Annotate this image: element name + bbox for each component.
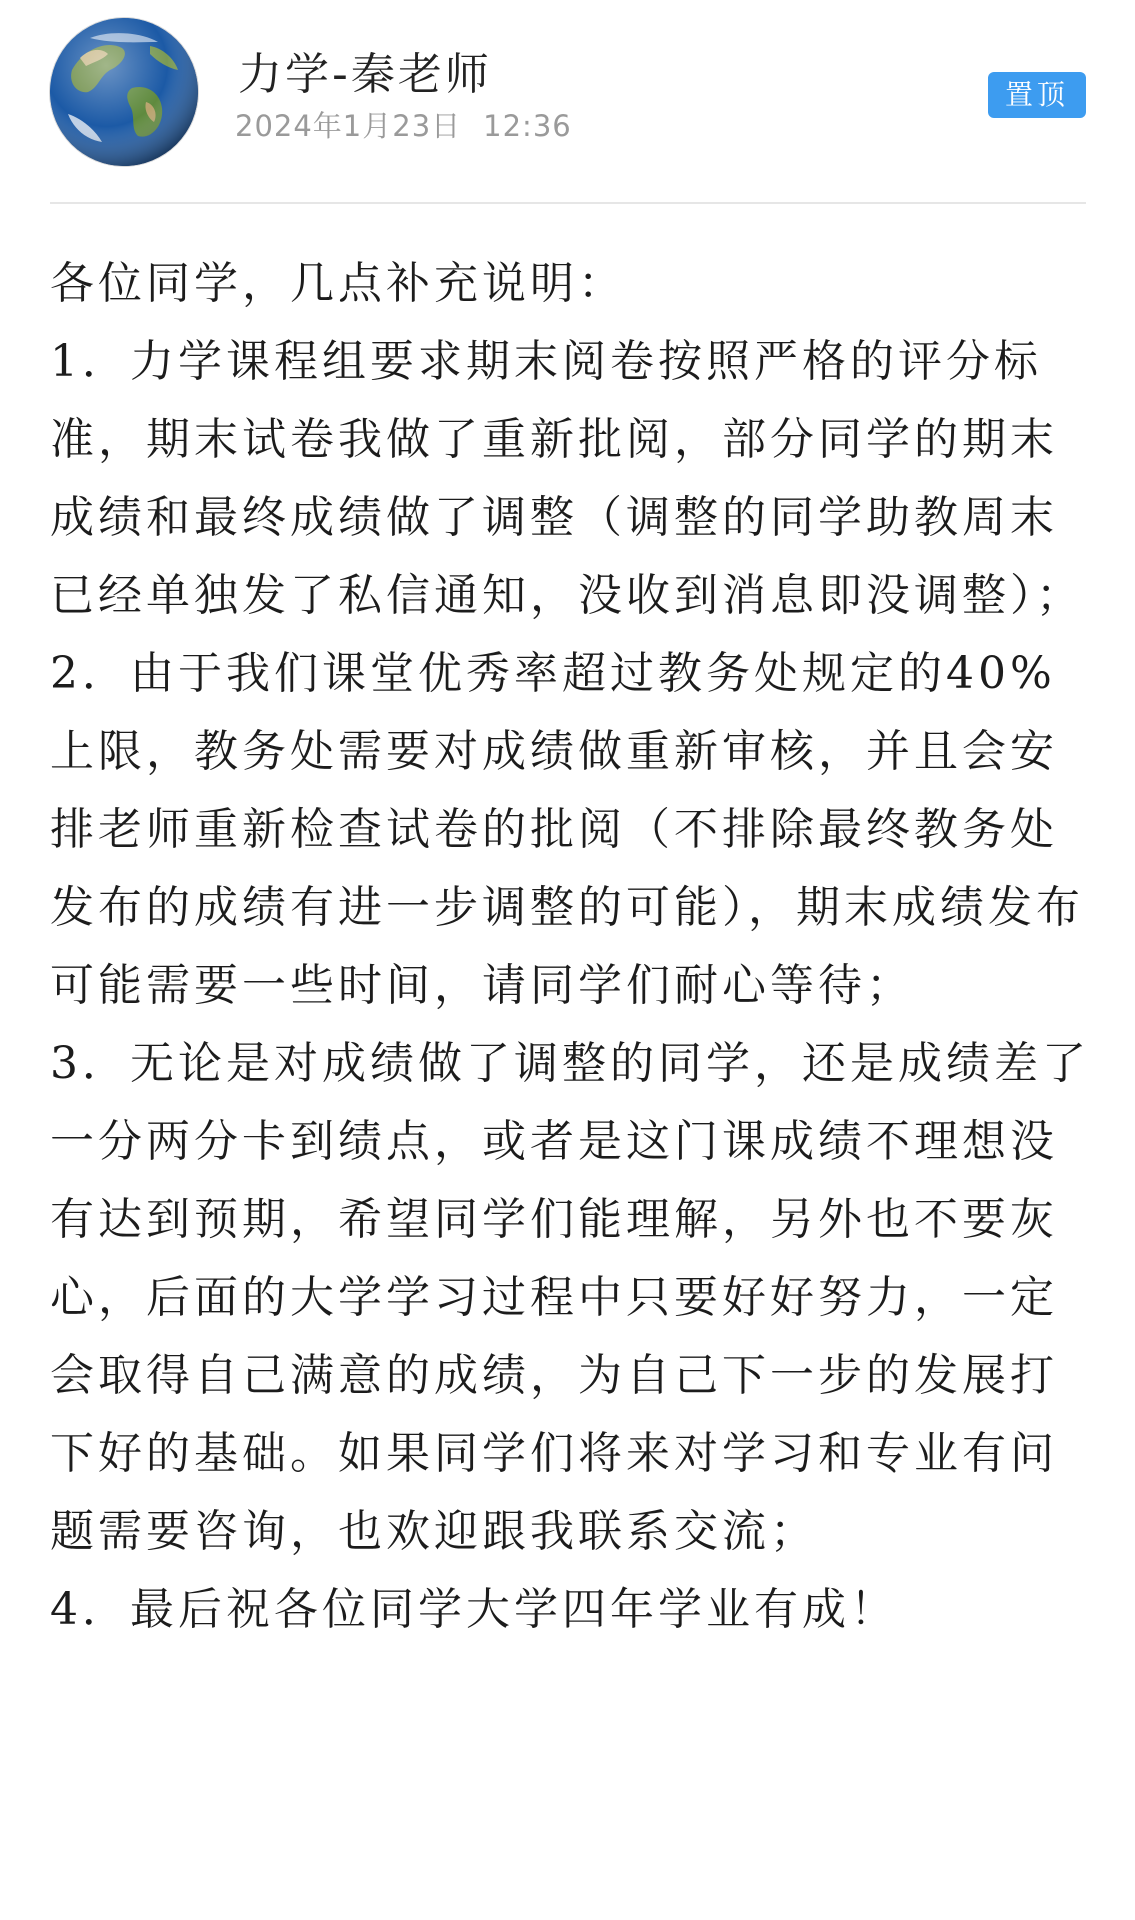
point-item-4: 4．最后祝各位同学大学四年学业有成！	[50, 1584, 898, 1635]
avatar[interactable]	[50, 18, 198, 166]
post-timestamp	[235, 104, 572, 145]
post-time: 12:36	[483, 109, 572, 143]
author-name[interactable]: 力学-秦老师	[238, 49, 492, 100]
post-body	[50, 245, 1090, 1649]
earth-globe-icon	[50, 18, 198, 166]
header-divider	[50, 202, 1086, 204]
point-item-1: 1．力学课程组要求期末阅卷按照严格的评分标准，期末试卷我做了重新批阅，部分同学的期末成绩和最终成绩做了调整（调整的同学助教周末已经单独发了私信通知，没收到消息即没调整）；	[50, 336, 1084, 621]
point-item-2: 2．由于我们课堂优秀率超过教务处规定的40%上限，教务处需要对成绩做重新审核，并且会安排老师重新检查试卷的批阅（不排除最终教务处发布的成绩有进一步调整的可能），期末成绩发布可能需要一些时间，请同学们耐心等待；	[50, 648, 1084, 1011]
pinned-badge: 置顶	[988, 72, 1086, 118]
greeting-text: 各位同学，几点补充说明：	[50, 258, 626, 309]
point-item-3: 3．无论是对成绩做了调整的同学，还是成绩差了一分两分卡到绩点，或者是这门课成绩不理想没有达到预期，希望同学们能理解，另外也不要灰心，后面的大学学习过程中只要好好努力，一定会取得自己满意的成绩，为自己下一步的发展打下好的基础。如果同学们将来对学习和专业有问题需要咨询，也欢迎跟我联系交流；	[50, 1038, 1090, 1557]
post-header	[0, 0, 1135, 200]
post-date: 2024年1月23日	[235, 109, 462, 143]
